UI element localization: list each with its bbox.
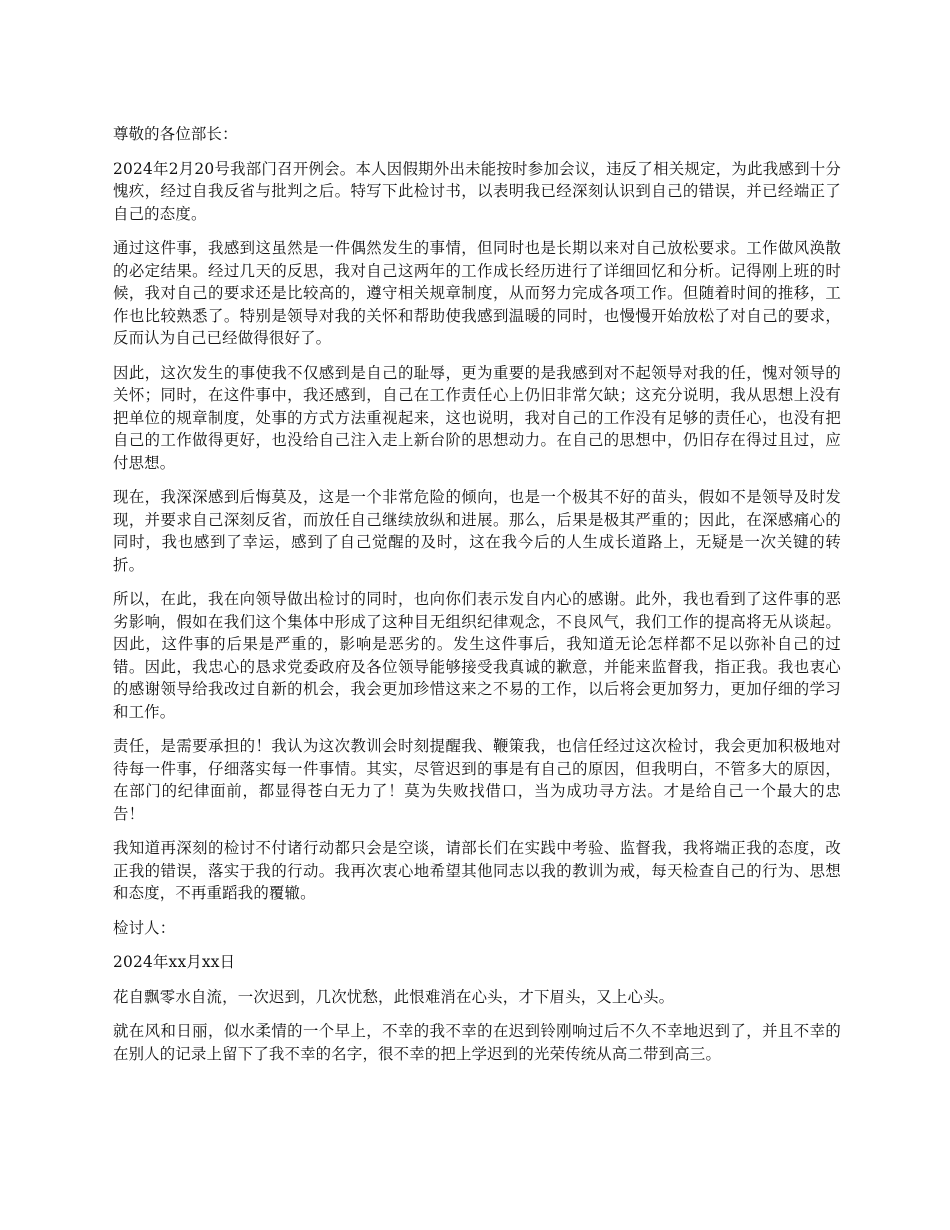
body-paragraph-6: 责任，是需要承担的！我认为这次教训会时刻提醒我、鞭策我，也信任经过这次检讨，我会更加积极地对待每一件事，仔细落实每一件事情。其实，尽管迟到的事是有自己的原因，但我明白，不管多大的原因，在部门的纪律面前，都显得苍白无力了！莫为失败找借口，当为成功寻方法。才是给自己一个最大的忠告！ — [113, 737, 841, 823]
body-paragraph-3: 因此，这次发生的事使我不仅感到是自己的耻辱，更为重要的是我感到对不起领导对我的任，愧对领导的关怀；同时，在这件事中，我还感到，自己在工作责任心上仍旧非常欠缺；这充分说明，我从思想上没有把单位的规章制度，处事的方式方法重视起来，这也说明，我对自己的工作没有足够的责任心，也没有把自己的工作做得更好，也没给自己注入走上新台阶的思想动力。在自己的思想中，仍旧存在得过且过，应付思想。 — [113, 363, 841, 472]
salutation: 尊敬的各位部长： — [113, 125, 238, 143]
document-page — [113, 123, 841, 1077]
body-paragraph-2: 通过这件事，我感到这虽然是一件偶然发生的事情，但同时也是长期以来对自己放松要求。工作做风涣散的必定结果。经过几天的反思，我对自己这两年的工作成长经历进行了详细回忆和分析。记得刚上班的时候，我对自己的要求还是比较高的，遵守相关规章制度，从而努力完成各项工作。但随着时间的推移，工作也比较熟悉了。特别是领导对我的关怀和帮助使我感到温暖的同时，也慢慢开始放松了对自己的要求，反而认为自己已经做得很好了。 — [113, 239, 841, 347]
body-paragraph-1: 2024年2月20号我部门召开例会。本人因假期外出未能按时参加会议，违反了相关规定，为此我感到十分愧疚，经过自我反省与批判之后。特写下此检讨书，以表明我已经深刻认识到自己的错误，并已经端正了自己的态度。 — [113, 159, 841, 223]
body-paragraph-7: 我知道再深刻的检讨不付诸行动都只会是空谈，请部长们在实践中考验、监督我，我将端正我的态度，改正我的错误，落实于我的行动。我再次衷心地希望其他同志以我的教训为戒，每天检查自己的行为、思想和态度，不再重蹈我的覆辙。 — [113, 839, 841, 902]
date-line: 2024年xx月xx日 — [113, 953, 236, 971]
signature-label: 检讨人： — [113, 918, 176, 937]
body-paragraph-5: 所以，在此，我在向领导做出检讨的同时，也向你们表示发自内心的感谢。此外，我也看到了这件事的恶劣影响，假如在我们这个集体中形成了这种目无组织纪律观念，不良风气，我们工作的提高将无从谈起。因此，这件事的后果是严重的，影响是恶劣的。发生这件事后，我知道无论怎样都不足以弥补自己的过错。因此，我忠心的恳求党委政府及各位领导能够接受我真诚的歉意，并能来监督我，指正我。我也衷心的感谢领导给我改过自新的机会，我会更加珍惜这来之不易的工作，以后将会更加努力，更加仔细的学习和工作。 — [113, 590, 841, 721]
extra-paragraph-1: 花自飘零水自流，一次迟到，几次忧愁，此恨难消在心头，才下眉头，又上心头。 — [113, 987, 675, 1006]
extra-paragraph-2: 就在风和日丽，似水柔情的一个早上，不幸的我不幸的在迟到铃刚响过后不久不幸地迟到了，并且不幸的在别人的记录上留下了我不幸的名字，很不幸的把上学迟到的光荣传统从高二带到高三。 — [113, 1022, 841, 1063]
body-paragraph-4: 现在，我深深感到后悔莫及，这是一个非常危险的倾向，也是一个极其不好的苗头，假如不是领导及时发现，并要求自己深刻反省，而放任自己继续放纵和进展。那么，后果是极其严重的；因此，在深感痛心的同时，我也感到了幸运，感到了自己觉醒的及时，这在我今后的人生成长道路上，无疑是一次关键的转折。 — [113, 488, 841, 574]
